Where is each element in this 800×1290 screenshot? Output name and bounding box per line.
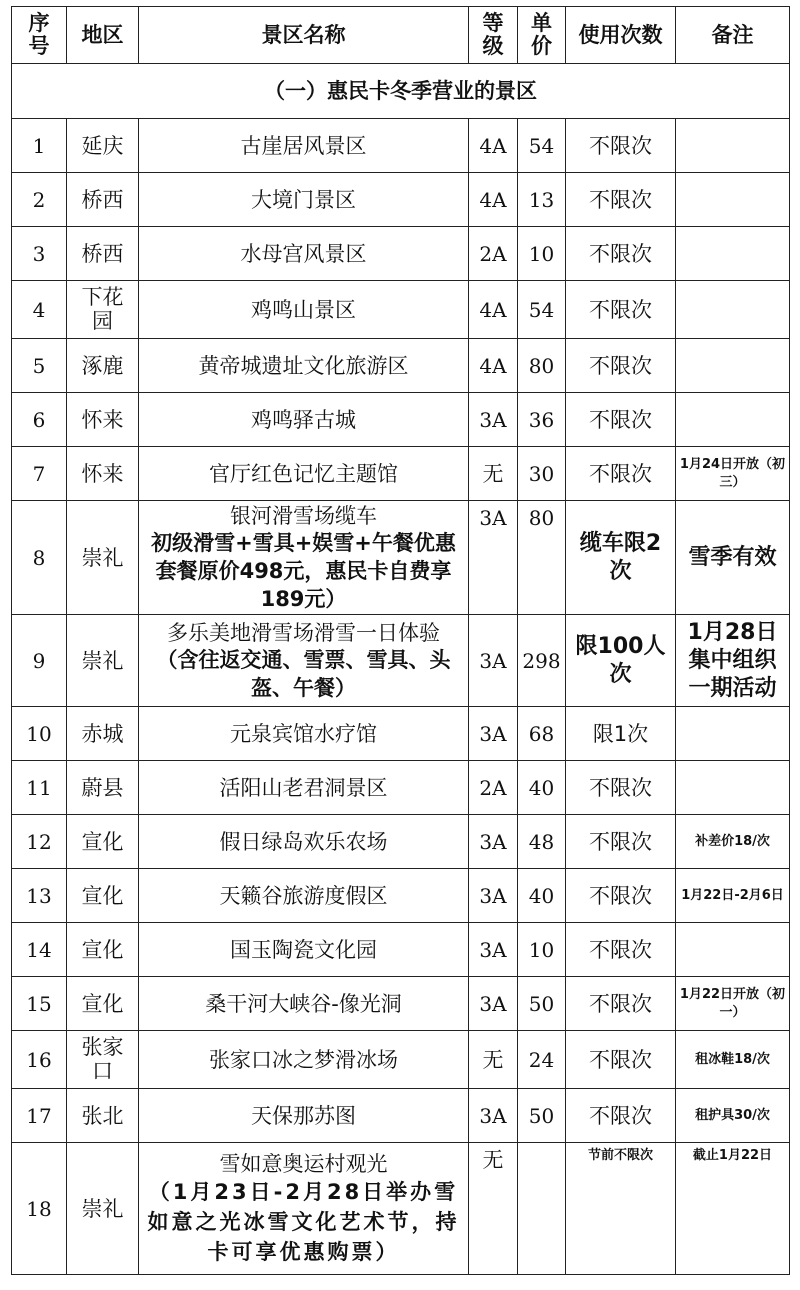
header-region: 地区 (67, 7, 139, 64)
cell-usage: 不限次 (566, 815, 676, 869)
cell-name (139, 1143, 469, 1275)
table-row (12, 815, 790, 869)
cell-price: 24 (518, 1031, 566, 1089)
cell-usage: 不限次 (566, 281, 676, 339)
table-row (12, 501, 790, 615)
cell-seq: 13 (12, 869, 67, 923)
cell-usage: 限100人次 (566, 615, 676, 707)
cell-grade: 4A (469, 173, 518, 227)
cell-grade: 3A (469, 501, 518, 615)
cell-seq: 4 (12, 281, 67, 339)
cell-price: 36 (518, 393, 566, 447)
cell-name-title: 多乐美地滑雪场滑雪一日体验 (167, 620, 440, 645)
header-name: 景区名称 (139, 7, 469, 64)
cell-note: 1月24日开放（初三） (676, 447, 790, 501)
cell-note: 截止1月22日 (676, 1143, 790, 1275)
cell-seq: 11 (12, 761, 67, 815)
header-seq-text: 序号 (28, 11, 50, 58)
cell-grade: 3A (469, 977, 518, 1031)
cell-name: 元泉宾馆水疗馆 (139, 707, 469, 761)
cell-seq: 15 (12, 977, 67, 1031)
cell-seq: 2 (12, 173, 67, 227)
cell-seq: 16 (12, 1031, 67, 1089)
cell-grade: 2A (469, 227, 518, 281)
cell-note (676, 281, 790, 339)
table-row (12, 1089, 790, 1143)
cell-usage: 不限次 (566, 1089, 676, 1143)
cell-name: 活阳山老君洞景区 (139, 761, 469, 815)
header-price (518, 7, 566, 64)
cell-seq: 8 (12, 501, 67, 615)
cell-usage: 不限次 (566, 977, 676, 1031)
cell-seq: 17 (12, 1089, 67, 1143)
cell-grade: 3A (469, 1089, 518, 1143)
cell-price: 50 (518, 1089, 566, 1143)
cell-name (139, 501, 469, 615)
cell-region-text: 张家口 (81, 1035, 124, 1083)
header-row (12, 7, 790, 64)
table-row (12, 977, 790, 1031)
cell-price: 80 (518, 339, 566, 393)
cell-name-title: 银河滑雪场缆车 (230, 503, 377, 528)
table-row (12, 119, 790, 173)
cell-price: 68 (518, 707, 566, 761)
cell-usage: 不限次 (566, 447, 676, 501)
table-row (12, 227, 790, 281)
cell-region (67, 281, 139, 339)
cell-price: 54 (518, 119, 566, 173)
cell-price: 48 (518, 815, 566, 869)
cell-grade: 4A (469, 339, 518, 393)
cell-note (676, 119, 790, 173)
cell-name-title: 雪如意奥运村观光 (219, 1151, 388, 1176)
cell-region: 崇礼 (67, 615, 139, 707)
cell-usage: 限1次 (566, 707, 676, 761)
cell-seq: 3 (12, 227, 67, 281)
cell-region (67, 1031, 139, 1089)
cell-region: 蔚县 (67, 761, 139, 815)
scenic-spot-table-container (11, 6, 789, 1275)
table-row (12, 447, 790, 501)
cell-note (676, 339, 790, 393)
table-row (12, 923, 790, 977)
cell-price: 40 (518, 761, 566, 815)
cell-note (676, 173, 790, 227)
cell-region: 桥西 (67, 173, 139, 227)
cell-price: 10 (518, 923, 566, 977)
table-row (12, 1031, 790, 1089)
cell-name-detail: （1月23日-2月28日举办雪如意之光冰雪文化艺术节，持卡可享优惠购票） (147, 1179, 460, 1264)
cell-name: 假日绿岛欢乐农场 (139, 815, 469, 869)
cell-region: 怀来 (67, 447, 139, 501)
cell-region: 涿鹿 (67, 339, 139, 393)
cell-name: 官厅红色记忆主题馆 (139, 447, 469, 501)
cell-price: 30 (518, 447, 566, 501)
cell-usage: 不限次 (566, 173, 676, 227)
cell-name: 鸡鸣驿古城 (139, 393, 469, 447)
cell-price (518, 1143, 566, 1275)
cell-usage: 不限次 (566, 761, 676, 815)
cell-name: 水母宫风景区 (139, 227, 469, 281)
cell-price: 50 (518, 977, 566, 1031)
cell-note (676, 393, 790, 447)
cell-note: 1月22日-2月6日 (676, 869, 790, 923)
cell-price: 298 (518, 615, 566, 707)
cell-region: 赤城 (67, 707, 139, 761)
cell-name: 鸡鸣山景区 (139, 281, 469, 339)
cell-usage: 不限次 (566, 869, 676, 923)
scenic-spot-table (11, 6, 790, 1275)
cell-note: 1月28日集中组织一期活动 (676, 615, 790, 707)
cell-note: 租护具30/次 (676, 1089, 790, 1143)
cell-name: 张家口冰之梦滑冰场 (139, 1031, 469, 1089)
cell-grade: 2A (469, 761, 518, 815)
cell-name: 黄帝城遗址文化旅游区 (139, 339, 469, 393)
cell-note (676, 923, 790, 977)
header-grade (469, 7, 518, 64)
cell-seq: 9 (12, 615, 67, 707)
header-note: 备注 (676, 7, 790, 64)
cell-note: 1月22日开放（初一） (676, 977, 790, 1031)
cell-region: 宣化 (67, 977, 139, 1031)
cell-usage: 不限次 (566, 923, 676, 977)
cell-note (676, 227, 790, 281)
cell-grade: 无 (469, 447, 518, 501)
cell-note: 雪季有效 (676, 501, 790, 615)
cell-grade: 3A (469, 869, 518, 923)
header-usage: 使用次数 (566, 7, 676, 64)
table-row (12, 173, 790, 227)
cell-seq: 5 (12, 339, 67, 393)
table-row (12, 869, 790, 923)
cell-name (139, 615, 469, 707)
cell-grade: 4A (469, 119, 518, 173)
cell-grade: 无 (469, 1031, 518, 1089)
cell-name-detail: （含往返交通、雪票、雪具、头盔、午餐） (156, 647, 451, 700)
cell-seq: 18 (12, 1143, 67, 1275)
cell-seq: 6 (12, 393, 67, 447)
cell-note (676, 761, 790, 815)
cell-name: 大境门景区 (139, 173, 469, 227)
table-row (12, 707, 790, 761)
cell-region: 桥西 (67, 227, 139, 281)
table-row (12, 1143, 790, 1275)
table-row (12, 393, 790, 447)
cell-price: 13 (518, 173, 566, 227)
cell-grade: 3A (469, 393, 518, 447)
cell-region: 怀来 (67, 393, 139, 447)
cell-name: 天籁谷旅游度假区 (139, 869, 469, 923)
cell-region: 宣化 (67, 815, 139, 869)
cell-grade: 3A (469, 707, 518, 761)
cell-usage: 不限次 (566, 339, 676, 393)
cell-grade: 无 (469, 1143, 518, 1275)
section-row (12, 64, 790, 119)
cell-seq: 12 (12, 815, 67, 869)
cell-seq: 7 (12, 447, 67, 501)
header-grade-text: 等级 (482, 11, 504, 58)
cell-price: 80 (518, 501, 566, 615)
cell-region: 崇礼 (67, 501, 139, 615)
cell-region: 宣化 (67, 869, 139, 923)
cell-usage: 不限次 (566, 119, 676, 173)
table-row (12, 761, 790, 815)
cell-seq: 14 (12, 923, 67, 977)
table-row (12, 281, 790, 339)
cell-seq: 1 (12, 119, 67, 173)
cell-grade: 4A (469, 281, 518, 339)
cell-name: 桑干河大峡谷-像光洞 (139, 977, 469, 1031)
section-title: （一）惠民卡冬季营业的景区 (12, 64, 790, 119)
cell-usage: 不限次 (566, 227, 676, 281)
cell-note: 租冰鞋18/次 (676, 1031, 790, 1089)
cell-grade: 3A (469, 615, 518, 707)
header-seq (12, 7, 67, 64)
cell-name: 国玉陶瓷文化园 (139, 923, 469, 977)
cell-name-detail: 初级滑雪+雪具+娱雪+午餐优惠套餐原价498元，惠民卡自费享189元） (151, 530, 456, 611)
cell-name: 天保那苏图 (139, 1089, 469, 1143)
cell-price: 54 (518, 281, 566, 339)
cell-grade: 3A (469, 923, 518, 977)
cell-usage: 不限次 (566, 1031, 676, 1089)
table-row (12, 339, 790, 393)
cell-usage: 不限次 (566, 393, 676, 447)
header-price-text: 单价 (531, 11, 552, 58)
cell-seq: 10 (12, 707, 67, 761)
cell-price: 10 (518, 227, 566, 281)
cell-usage: 节前不限次 (566, 1143, 676, 1275)
cell-name: 古崖居风景区 (139, 119, 469, 173)
cell-note (676, 707, 790, 761)
cell-region: 延庆 (67, 119, 139, 173)
cell-grade: 3A (469, 815, 518, 869)
cell-region: 宣化 (67, 923, 139, 977)
cell-note: 补差价18/次 (676, 815, 790, 869)
table-row (12, 615, 790, 707)
cell-region: 崇礼 (67, 1143, 139, 1275)
cell-price: 40 (518, 869, 566, 923)
cell-region: 张北 (67, 1089, 139, 1143)
cell-region-text: 下花园 (81, 285, 124, 333)
cell-usage: 缆车限2次 (566, 501, 676, 615)
